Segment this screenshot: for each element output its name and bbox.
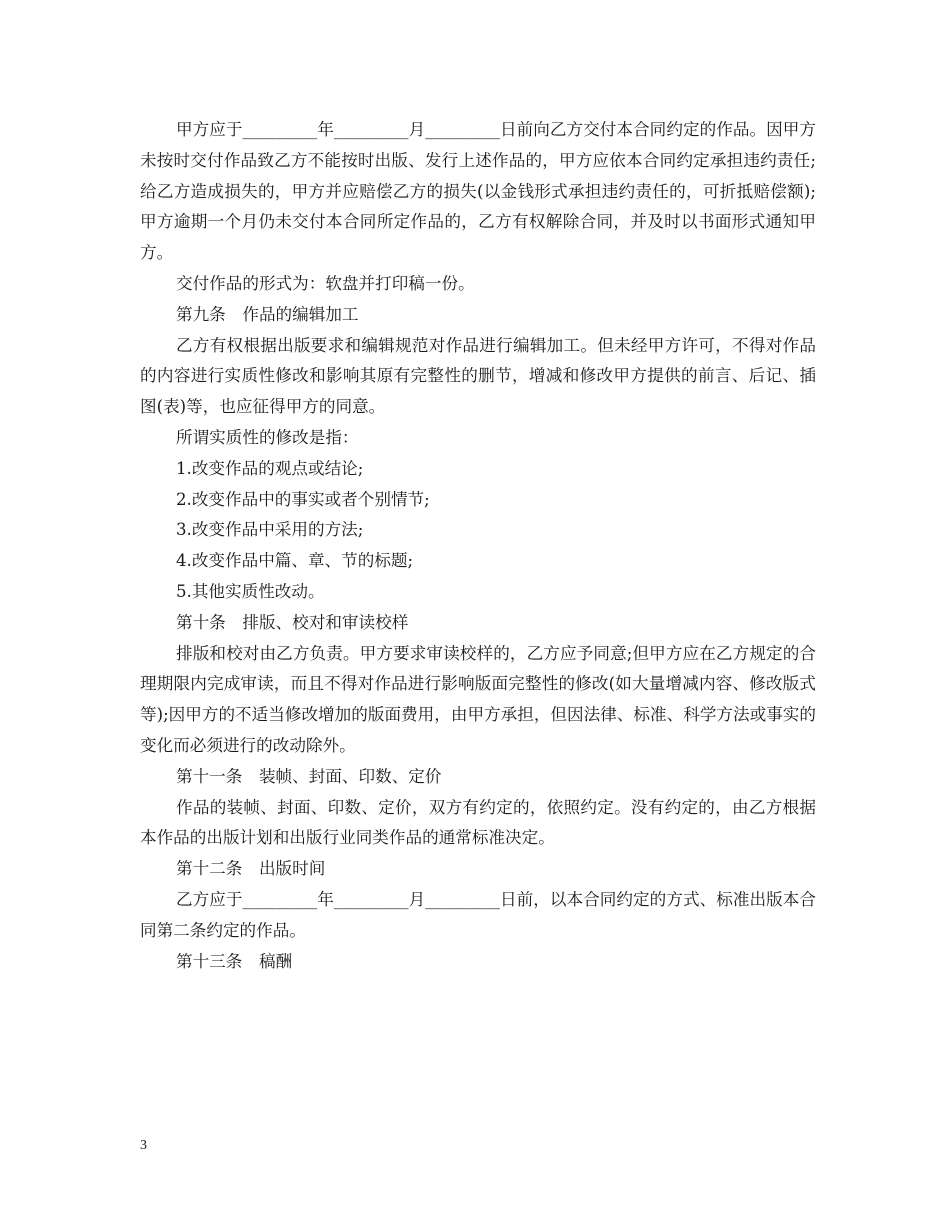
list-item-5: 5.其他实质性改动。 — [176, 581, 325, 601]
article-9-heading: 第九条 作品的编辑加工 — [176, 304, 359, 324]
list-item-4: 4.改变作品中篇、章、节的标题; — [176, 551, 414, 571]
article-11-heading: 第十一条 装帧、封面、印数、定价 — [176, 766, 442, 786]
paragraph-binding-pricing: 作品的装帧、封面、印数、定价，双方有约定的，依照约定。没有约定的，由乙方根据本作品的出版计划和出版行业同类作品的通常标准决定。 — [140, 797, 816, 848]
article-12-heading: 第十二条 出版时间 — [176, 859, 326, 879]
list-item-3: 3.改变作品中采用的方法; — [176, 520, 364, 540]
paragraph-publication-deadline: 乙方应于_________年_________月_________日前，以本合同约定的方式、标准出版本合同第二条约定的作品。 — [140, 889, 816, 940]
paragraph-typesetting-proofreading: 排版和校对由乙方负责。甲方要求审读校样的，乙方应予同意;但甲方应在乙方规定的合理期限内完成审读，而且不得对作品进行影响版面完整性的修改(如大量增减内容、修改版式等);因甲方的不适当修改增加的版面费用，由甲方承担，但因法律、标准、科学方法或事实的变化而必须进行的改动除外。 — [140, 643, 816, 755]
paragraph-substantive-definition: 所谓实质性的修改是指： — [176, 427, 359, 447]
page-number: 3 — [140, 1138, 147, 1153]
paragraph-delivery-deadline: 甲方应于_________年_________月_________日前向乙方交付本合同约定的作品。因甲方未按时交付作品致乙方不能按时出版、发行上述作品的，甲方应依本合同约定承担违约责任;给乙方造成损失的，甲方并应赔偿乙方的损失(以金钱形式承担违约责任的，可折抵赔偿额);甲方逾期一个月仍未交付本合同所定作品的，乙方有权解除合同，并及时以书面形式通知甲方。 — [140, 120, 816, 263]
paragraph-editing-rights: 乙方有权根据出版要求和编辑规范对作品进行编辑加工。但未经甲方许可，不得对作品的内容进行实质性修改和影响其原有完整性的删节，增减和修改甲方提供的前言、后记、插图(表)等，也应征得甲方的同意。 — [140, 335, 816, 417]
paragraph-delivery-form: 交付作品的形式为：软盘并打印稿一份。 — [176, 273, 475, 293]
list-item-1: 1.改变作品的观点或结论; — [176, 458, 364, 478]
document-body — [140, 115, 816, 977]
list-item-2: 2.改变作品中的事实或者个别情节; — [176, 489, 430, 509]
article-13-heading: 第十三条 稿酬 — [176, 951, 293, 971]
article-10-heading: 第十条 排版、校对和审读校样 — [176, 612, 409, 632]
